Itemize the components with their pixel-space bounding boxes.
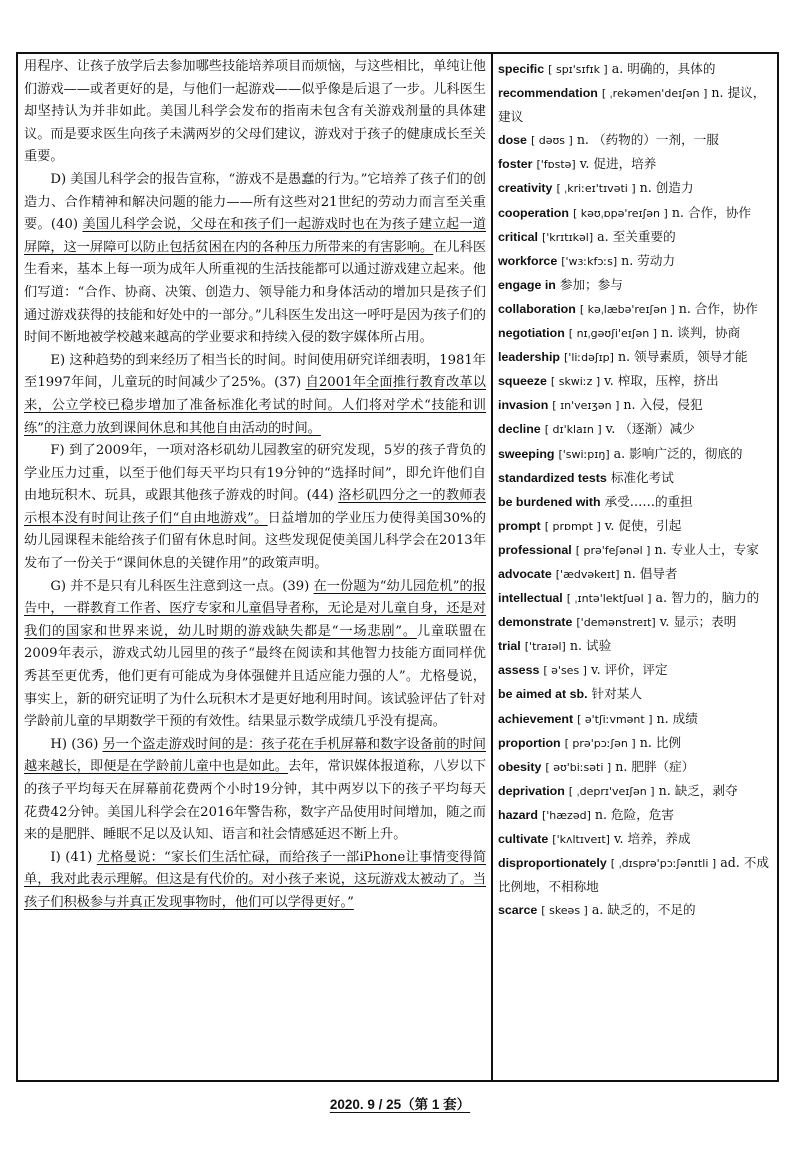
- glossary-word: invasion: [498, 398, 549, 413]
- glossary-mean: 针对某人: [591, 686, 642, 702]
- glossary-entry: [498, 321, 776, 345]
- glossary-word: obesity: [498, 759, 542, 774]
- glossary-phon: ['krɪtɪkəl]: [541, 230, 594, 244]
- glossary-pos: n.: [671, 204, 684, 220]
- glossary-mean: 标准化考试: [610, 469, 674, 485]
- glossary-phon: [ nɪˌgəʊʃi'eɪʃən ]: [568, 327, 658, 341]
- glossary-mean: 促使，引起: [618, 517, 682, 533]
- glossary-word: deprivation: [498, 783, 565, 798]
- glossary-phon: [ ɪn'veɪʒən ]: [552, 399, 620, 413]
- glossary-word: creativity: [498, 181, 553, 196]
- glossary-mean: 肥胖（症）: [631, 758, 695, 774]
- glossary-entry: [498, 682, 776, 706]
- glossary-pos: a.: [597, 228, 609, 244]
- glossary-word: assess: [498, 663, 540, 678]
- glossary-word: hazard: [498, 807, 538, 822]
- glossary-column: [498, 57, 776, 922]
- glossary-word: intellectual: [498, 591, 563, 606]
- glossary-pos: n.: [569, 638, 582, 654]
- glossary-pos: v.: [605, 421, 616, 437]
- glossary-pos: v.: [613, 831, 624, 846]
- glossary-phon: [ ˌkriːeɪ'tɪvəti ]: [556, 182, 636, 196]
- glossary-entry: [498, 755, 776, 779]
- glossary-phon: [ ˌrekəmen'deɪʃən ]: [601, 87, 708, 101]
- glossary-word: negotiation: [498, 326, 565, 341]
- glossary-phon: [ ə'tʃiːvmənt ]: [577, 712, 653, 726]
- glossary-entry: [498, 779, 776, 803]
- paragraph-e: E) 这种趋势的到来经历了相当长的时间。时间使用研究详细表明，1981年至1997年间，儿童玩的时间减少了25%。(37) 自2001年全面推行教育改革以来，公立学校已稳步增加了准备标准化考试的时间。人们将对学术“技能和训练”的注意力放到课间休息和其他自由活动的时间。: [24, 352, 486, 436]
- glossary-word: dose: [498, 133, 527, 148]
- glossary-word: disproportionately: [498, 856, 607, 871]
- glossary-mean: 倡导者: [639, 565, 678, 581]
- paragraph-d: D) 美国儿科学会的报告宣称，“游戏不是愚蠢的行为。”它培养了孩子们的创造力、合作精神和解决问题的能力——所有这些对21世纪的劳动力而言至关重要。(40) 美国儿科学会说，父母在和孩子们一起游戏时也在为孩子建立起一道屏障，这一屏障可以防止包括贫困在内的各种压力所带来的有害影响。在儿科医生看来，基本上每一项为成年人所重视的生活技能都可以通过游戏建立起来。他们写道：“合作、协商、决策、创造力、领导能力和身体活动的增加只是孩子们通过游戏获得的技能和好处中的一部分。”儿科医生发出这一呼吁是因为孩子们的时间不断地被学校越来越高的学业要求和持续入侵的数字媒体所占用。: [24, 171, 487, 346]
- glossary-word: prompt: [498, 518, 541, 533]
- glossary-entry: [498, 562, 776, 586]
- glossary-phon: [ ə'ses ]: [543, 664, 587, 678]
- glossary-phon: ['kʌltɪveɪt]: [552, 833, 610, 846]
- glossary-word: advocate: [498, 566, 552, 581]
- glossary-entry: [498, 851, 776, 898]
- glossary-entry: [498, 803, 776, 827]
- glossary-entry: [498, 201, 776, 225]
- glossary-mean: （药物的）一剂，一服: [592, 132, 719, 148]
- glossary-entry: [498, 297, 776, 321]
- glossary-entry: [498, 273, 776, 297]
- glossary-pos: n.: [576, 132, 589, 148]
- glossary-pos: n.: [639, 180, 652, 196]
- glossary-word: sweeping: [498, 446, 555, 461]
- glossary-mean: 入侵，侵犯: [639, 397, 703, 413]
- glossary-entry: [498, 152, 776, 176]
- glossary-word: be burdened with: [498, 494, 601, 509]
- glossary-mean: 显示；表明: [673, 614, 737, 630]
- glossary-pos: n.: [621, 252, 634, 268]
- glossary-phon: [ prə'pɔːʃən ]: [564, 736, 636, 750]
- glossary-entry: [498, 514, 776, 538]
- glossary-entry: [498, 658, 776, 682]
- glossary-entry: [498, 538, 776, 562]
- glossary-mean: 创造力: [655, 180, 694, 196]
- glossary-word: be aimed at sb.: [498, 687, 588, 702]
- glossary-phon: ['traɪəl]: [524, 640, 566, 654]
- glossary-phon: ['hæzəd]: [541, 808, 591, 822]
- paragraph-i: I) (41) 尤格曼说：“家长们生活忙碌，而给孩子一部iPhone让事情变得简单，我对此表示理解。但这是有代价的。对小孩子来说，这玩游戏太被动了。当孩子们积极参与并真正发现事物时，他们可以学得更好。”: [24, 849, 487, 910]
- glossary-phon: [ skeəs ]: [541, 904, 588, 918]
- glossary-entry: [498, 81, 776, 128]
- glossary-phon: [ kəˌlæbə'reɪʃən ]: [579, 302, 675, 316]
- glossary-entry: [498, 345, 776, 369]
- glossary-phon: [ ˌɪntə'lektʃuəl ]: [566, 592, 652, 606]
- glossary-entry: [498, 393, 776, 417]
- glossary-pos: v.: [591, 662, 601, 678]
- glossary-word: proportion: [498, 735, 561, 750]
- glossary-mean: 危险，危害: [611, 806, 674, 822]
- glossary-phon: [ prɒmpt ]: [544, 519, 601, 533]
- glossary-phon: ['demənstreɪt]: [576, 616, 656, 630]
- glossary-entry: [498, 176, 776, 200]
- glossary-entry: [498, 490, 776, 514]
- glossary-phon: ['wɜːkfɔːs]: [561, 254, 618, 268]
- glossary-word: critical: [498, 229, 538, 244]
- glossary-phon: ['swiːpɪŋ]: [558, 447, 610, 461]
- paragraph-intro: 用程序、让孩子放学后去参加哪些技能培养项目而烦恼，与这些相比，单纯让他们游戏——或者更好的是，与他们一起游戏——似乎像是后退了一步。儿科医生却坚持认为并非如此。美国儿科学会发布的指南未包含有关游戏剂量的具体建议。而是要求医生向孩子未满两岁的父母们建议，游戏对于孩子的健康成长至关重要。: [24, 59, 486, 165]
- glossary-entry: [498, 442, 776, 466]
- glossary-mean: 参加；参与: [559, 276, 623, 292]
- glossary-word: cultivate: [498, 832, 549, 846]
- glossary-mean: 智力的，脑力的: [671, 590, 760, 606]
- glossary-mean: 影响广泛的，彻底的: [629, 445, 743, 461]
- glossary-entry: [498, 369, 776, 393]
- glossary-entry: [498, 249, 776, 273]
- glossary-mean: 不成比例地，不相称地: [498, 855, 769, 895]
- glossary-entry: [498, 898, 776, 922]
- glossary-word: trial: [498, 639, 521, 654]
- translation-column: [24, 56, 486, 915]
- glossary-phon: [ kəʊˌɒpə'reɪʃən ]: [572, 206, 668, 220]
- glossary-phon: [ prə'feʃənəl ]: [575, 543, 651, 557]
- glossary-word: specific: [498, 62, 545, 76]
- glossary-mean: 专业人士，专家: [670, 541, 759, 557]
- glossary-pos: v.: [579, 156, 590, 172]
- glossary-phon: [ dəʊs ]: [530, 134, 573, 148]
- glossary-pos: a.: [591, 902, 604, 918]
- glossary-phon: [ ˌdɪsprə'pɔːʃənɪtli ]: [610, 857, 717, 871]
- glossary-phon: [ spɪ'sɪfɪk ]: [548, 63, 608, 76]
- glossary-word: workforce: [498, 253, 558, 268]
- column-divider: [491, 54, 493, 1080]
- glossary-pos: a.: [611, 61, 624, 76]
- glossary-mean: （逐渐）减少: [619, 421, 695, 437]
- glossary-pos: v.: [659, 614, 670, 630]
- glossary-word: foster: [498, 157, 533, 172]
- glossary-entry: [498, 128, 776, 152]
- glossary-entry: [498, 731, 776, 755]
- glossary-mean: 缺乏，剥夺: [674, 782, 738, 798]
- glossary-pos: n.: [615, 758, 628, 774]
- glossary-phon: ['fɒstə]: [536, 158, 576, 172]
- glossary-pos: n.: [656, 710, 669, 726]
- page-footer: 2020. 9 / 25（第 1 套）: [329, 1097, 471, 1112]
- paragraph-f: F) 到了2009年，一项对洛杉矶幼儿园教室的研究发现，5岁的孩子背负的学业压力过重，以至于他们每天平均只有19分钟的“选择时间”，即允许他们自由地玩积木、玩具，或跟其他孩子游戏的时间。(44) 洛杉矶四分之一的教师表示根本没有时间让孩子们“自由地游戏”。日益增加的学业压力使得美国30%的幼儿园课程未能给孩子们留有休息时间。这些发现促使美国儿科学会在2013年发布了一份关于“课间休息的关键作用”的政策声明。: [24, 443, 486, 572]
- glossary-pos: n.: [711, 85, 724, 101]
- glossary-word: leadership: [498, 350, 560, 365]
- glossary-word: standardized tests: [498, 470, 607, 485]
- glossary-phon: ['liːdəʃɪp]: [564, 351, 614, 365]
- glossary-pos: ad.: [720, 855, 740, 871]
- glossary-phon: [ əʊ'biːsəti ]: [545, 760, 612, 774]
- glossary-word: decline: [498, 422, 541, 437]
- glossary-mean: 劳动力: [637, 252, 676, 268]
- glossary-word: cooperation: [498, 205, 569, 220]
- glossary-pos: n.: [623, 565, 636, 581]
- glossary-mean: 试验: [586, 638, 612, 654]
- glossary-word: scarce: [498, 903, 538, 918]
- glossary-word: achievement: [498, 711, 574, 726]
- glossary-pos: v.: [604, 373, 614, 389]
- glossary-pos: n.: [639, 734, 652, 750]
- glossary-word: professional: [498, 542, 572, 557]
- glossary-mean: 促进，培养: [593, 156, 657, 172]
- glossary-mean: 比例: [655, 734, 682, 750]
- content-frame: [16, 52, 779, 1082]
- glossary-pos: n.: [661, 325, 674, 341]
- glossary-pos: n.: [623, 397, 636, 413]
- glossary-phon: [ dɪ'klaɪn ]: [544, 423, 602, 437]
- glossary-mean: 明确的，具体的: [627, 61, 716, 76]
- glossary-entry: [498, 634, 776, 658]
- glossary-mean: 领导素质，领导才能: [634, 349, 748, 365]
- glossary-mean: 合作，协作: [687, 204, 751, 220]
- glossary-mean: 成绩: [672, 710, 698, 726]
- glossary-entry: [498, 417, 776, 441]
- glossary-mean: 提议，建议: [498, 85, 766, 125]
- glossary-entry: [498, 466, 776, 490]
- glossary-mean: 至关重要的: [612, 228, 676, 244]
- glossary-mean: 培养，养成: [627, 831, 691, 846]
- glossary-mean: 评价，评定: [604, 662, 668, 678]
- glossary-pos: n.: [594, 806, 607, 822]
- glossary-pos: n.: [654, 541, 667, 557]
- glossary-entry: [498, 827, 776, 851]
- glossary-pos: n.: [617, 349, 631, 365]
- glossary-pos: n.: [658, 782, 671, 798]
- glossary-entry: [498, 610, 776, 634]
- glossary-entry: [498, 225, 776, 249]
- glossary-word: engage in: [498, 277, 556, 292]
- glossary-pos: n.: [678, 300, 691, 316]
- glossary-pos: a.: [655, 590, 668, 606]
- paragraph-g: G) 并不是只有儿科医生注意到这一点。(39) 在一份题为“幼儿园危机”的报告中，一群教育工作者、医疗专家和儿童倡导者称，无论是对儿童自身，还是对我们的国家和世界来说，幼儿时期的游戏缺失都是“一场悲剧”。儿童联盟在2009年表示，游戏式幼儿园里的孩子“最终在阅读和其他智力技能方面同样优秀甚至更优秀，他们更有可能成为身体强健并且适应能力强的人”。尤格曼说，事实上，新的研究证明了为什么玩积木才是更好地利用时间。该试验评估了针对学龄前儿童的早期数学干预的有效性。结果显示数学成绩几乎没有提高。: [24, 578, 487, 730]
- glossary-word: recommendation: [498, 86, 598, 101]
- glossary-entry: [498, 57, 776, 81]
- glossary-entry: [498, 586, 776, 610]
- glossary-word: squeeze: [498, 374, 547, 389]
- glossary-mean: 谈判，协商: [677, 325, 741, 341]
- glossary-entry: [498, 707, 776, 731]
- glossary-pos: a.: [613, 445, 626, 461]
- glossary-mean: 合作，协作: [694, 300, 758, 316]
- glossary-pos: v.: [604, 517, 615, 533]
- glossary-mean: 承受……的重担: [604, 493, 693, 509]
- glossary-word: collaboration: [498, 301, 576, 316]
- glossary-phon: [ ˌdeprɪ'veɪʃən ]: [568, 784, 655, 798]
- glossary-mean: 榨取，压榨，挤出: [617, 373, 719, 389]
- glossary-phon: [ skwiːz ]: [550, 375, 601, 389]
- glossary-mean: 缺乏的，不足的: [607, 902, 696, 918]
- glossary-phon: ['ædvəkeɪt]: [555, 567, 620, 581]
- paragraph-h: H) (36) 另一个盗走游戏时间的是：孩子花在手机屏幕和数字设备前的时间越来越长，即便是在学龄前儿童中也是如此。去年，常识媒体报道称，八岁以下的孩子平均每天在屏幕前花费两个小时19分钟，其中两岁以下的孩子平均每天花费42分钟。美国儿科学会在2016年警告称，数字产品使用时间增加，随之而来的是肥胖、睡眠不足以及认知、语言和社会情感延迟不断上升。: [24, 736, 487, 843]
- glossary-word: demonstrate: [498, 615, 573, 630]
